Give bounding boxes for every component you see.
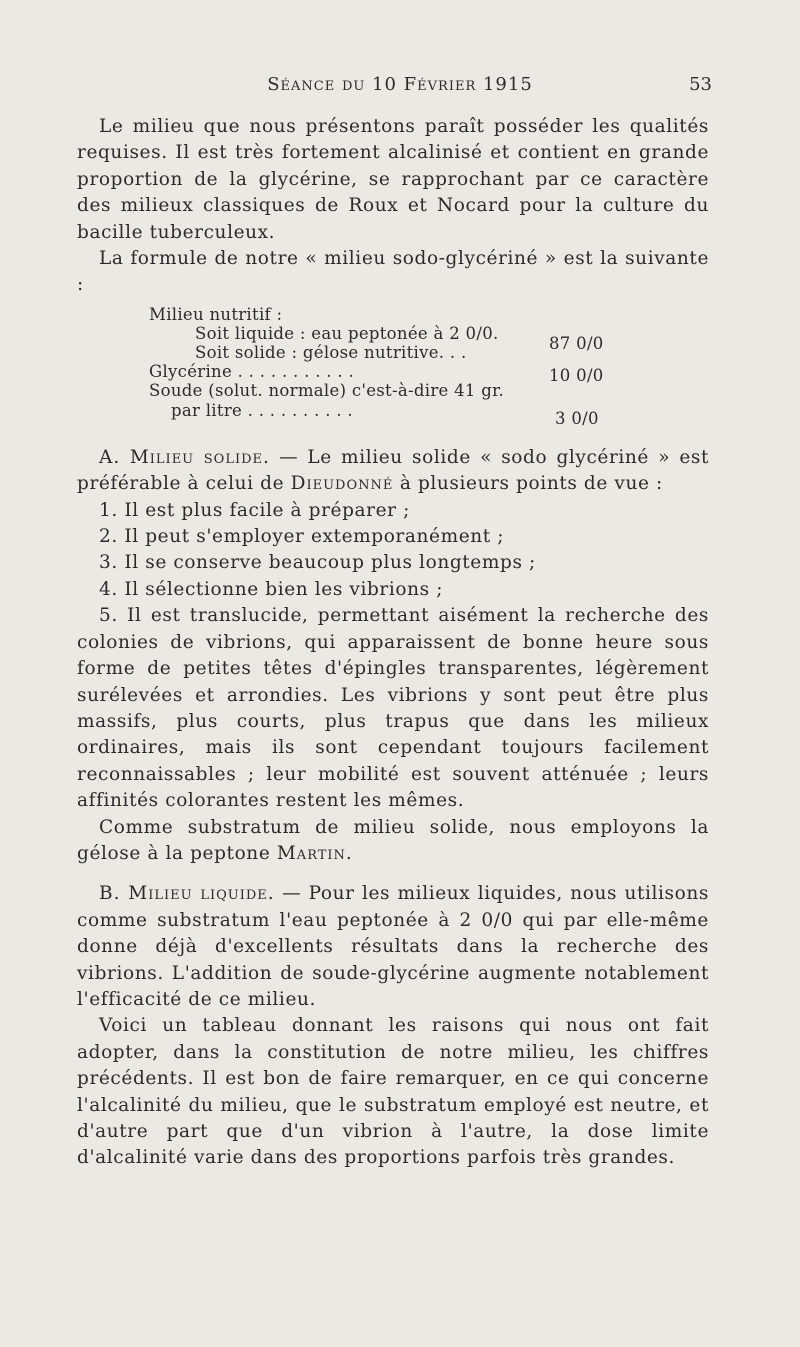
section-b-text: — Pour les milieux liquides, nous utilisons comme substratum l'eau peptonée à 2 0/0 qui par elle-même donne déjà d'excellents résultats dans la recherche des vibrions. L'addition de soude-glycérine augmente notablement l'efficacité de ce milieu. [77, 883, 709, 1010]
section-a-closing [77, 815, 709, 868]
formula-line-liquide: Soit liquide : eau peptonée à 2 0/0. [195, 323, 499, 343]
formula-line-litre: par litre . . . . . . . . . . [171, 400, 353, 420]
author-martin: Martin. [276, 842, 353, 864]
formula-percent-soude: 3 0/0 [555, 408, 599, 428]
formula-line-solide: Soit solide : gélose nutritive. . . [195, 342, 467, 362]
list-item: 3. Il se conserve beaucoup plus longtemps ; [99, 552, 536, 574]
section-b-paragraph: Voici un tableau donnant les raisons qui nous ont fait adopter, dans la constitution de notre milieu, les chiffres précédents. Il est bon de faire remarquer, en ce qui concerne l'alcalinité du milieu, que le substratum employé est neutre, et d'autre part que d'un vibrion à l'autre, la dose limite d'alcalinité varie dans des proportions parfois très grandes. [77, 1015, 709, 1169]
page-body [77, 114, 709, 1172]
page-header [0, 74, 800, 102]
list-item: 5. Il est translucide, permettant aisément la recherche des colonies de vibrions, qui apparaissent de bonne heure sous forme de petites têtes d'épingles transparentes, légèrement surélevées et arrondies. Les vibrions y sont peut être plus massifs, plus courts, plus trapus que dans les milieux ordinaires, mais ils sont cependant toujours facilement reconnaissables ; leur mobilité est souvent atténuée ; leurs affinités colorantes restent les mêmes. [77, 605, 709, 812]
author-dieudonne: Dieudonné [290, 473, 394, 495]
section-a-intro [77, 445, 709, 498]
paragraph-intro: Le milieu que nous présentons paraît posséder les qualités requises. Il est très fortement alcalinisé et contient en grande proportion de la glycérine, se rapprochant par ce caractère des milieux classiques de Roux et Nocard pour la culture du bacille tuberculeux. [77, 116, 709, 243]
section-a-text-end: à plusieurs points de vue : [393, 473, 663, 495]
formula-percent-nutritif: 87 0/0 [549, 333, 604, 353]
list-item: 4. Il sélectionne bien les vibrions ; [99, 578, 444, 600]
formula-line-glycerine: Glycérine . . . . . . . . . . . [149, 361, 355, 381]
advantages-list [77, 498, 709, 815]
list-item: 1. Il est plus facile à préparer ; [99, 499, 410, 521]
formula-line-soude: Soude (solut. normale) c'est-à-dire 41 gr. [149, 380, 505, 400]
list-item: 2. Il peut s'employer extemporanément ; [99, 526, 505, 548]
formula-line-nutritif: Milieu nutritif : [149, 304, 283, 324]
section-a-text: — Le milieu solide « sodo glycériné » est préférable à celui de [77, 446, 710, 495]
paragraph-formula-lead: La formule de notre « milieu sodo-glycériné » est la suivante : [77, 248, 709, 296]
formula-block [149, 305, 619, 435]
page-number: 53 [689, 74, 712, 95]
running-head: Séance du 10 Février 1915 [267, 74, 533, 95]
section-gap [77, 867, 709, 881]
closing-text: Comme substratum de milieu solide, nous employons la gélose à la peptone [77, 816, 709, 864]
section-a-heading: A. Milieu solide. [99, 446, 270, 468]
formula-percent-glycerine: 10 0/0 [549, 365, 604, 385]
section-b-intro [77, 881, 709, 1013]
section-b-heading: B. Milieu liquide. [99, 883, 275, 905]
